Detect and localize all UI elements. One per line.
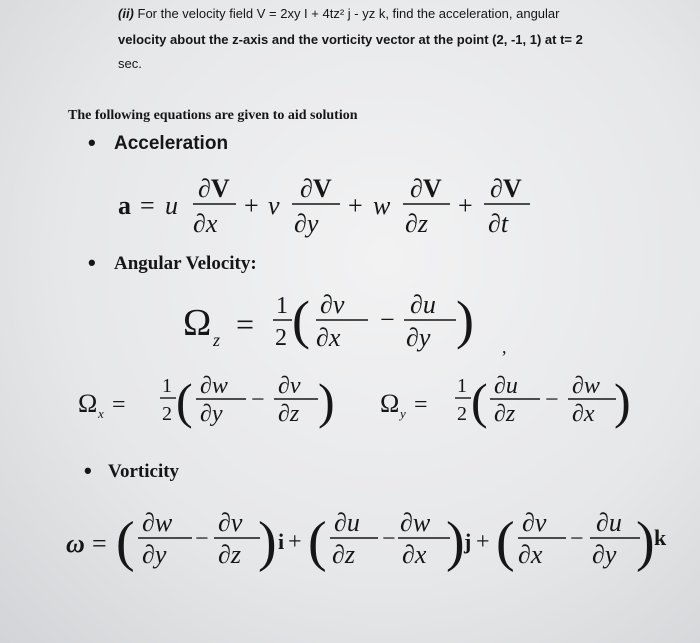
heading-vorticity: Vorticity	[108, 461, 180, 482]
svg-text:∂x: ∂x	[193, 209, 218, 238]
heading-acceleration: Acceleration	[114, 133, 229, 154]
svg-text:1: 1	[276, 293, 288, 319]
svg-text:∂y: ∂y	[142, 540, 167, 569]
svg-text:∂z: ∂z	[278, 401, 300, 427]
svg-text:∂V: ∂V	[490, 174, 522, 203]
svg-text:∂y: ∂y	[200, 401, 223, 427]
svg-text:=: =	[414, 392, 428, 418]
svg-text:∂V: ∂V	[300, 174, 332, 203]
svg-text:x: x	[98, 406, 104, 421]
svg-text:∂x: ∂x	[316, 323, 341, 352]
svg-text:z: z	[213, 330, 221, 350]
svg-text:−: −	[251, 387, 265, 413]
svg-text:∂v: ∂v	[218, 508, 243, 537]
svg-text:Ω: Ω	[78, 389, 98, 418]
svg-text:(: (	[292, 290, 310, 350]
svg-text:): )	[614, 373, 631, 429]
svg-text:∂y: ∂y	[294, 209, 319, 238]
svg-text:u: u	[165, 191, 178, 220]
svg-text:ω: ω	[66, 529, 85, 558]
svg-text:Ω: Ω	[183, 302, 212, 344]
svg-text:): )	[258, 511, 277, 573]
svg-text:,: ,	[502, 337, 507, 357]
svg-text:(: (	[176, 373, 193, 429]
bullet-dot-acceleration: •	[88, 130, 96, 155]
bullet-dot-vorticity: •	[84, 458, 92, 483]
svg-text:+: +	[288, 529, 302, 555]
question-text-1: For the velocity field V = 2xy I + 4tz² j - yz k, find the acceleration, angular	[137, 6, 560, 21]
svg-text:+: +	[348, 191, 363, 220]
svg-text:∂x: ∂x	[402, 540, 427, 569]
svg-text:w: w	[373, 191, 391, 220]
svg-text:1: 1	[457, 375, 467, 397]
svg-text:∂z: ∂z	[332, 540, 355, 569]
svg-text:=: =	[236, 306, 255, 342]
heading-angular-velocity: Angular Velocity:	[114, 253, 257, 274]
svg-text:∂w: ∂w	[142, 508, 173, 537]
svg-text:): )	[456, 290, 474, 350]
svg-text:(: (	[308, 511, 327, 573]
svg-text:∂V: ∂V	[198, 174, 230, 203]
svg-text:∂V: ∂V	[410, 174, 442, 203]
svg-text:v: v	[268, 191, 280, 220]
svg-text:−: −	[195, 526, 209, 552]
svg-text:∂z: ∂z	[218, 540, 241, 569]
svg-text:=: =	[140, 191, 155, 220]
svg-text:∂v: ∂v	[278, 373, 301, 399]
svg-text:∂y: ∂y	[592, 540, 617, 569]
svg-text:=: =	[92, 529, 107, 558]
svg-text:−: −	[380, 305, 395, 334]
svg-text:i: i	[278, 529, 285, 554]
bullet-dot-angular: •	[88, 250, 96, 275]
svg-text:−: −	[382, 526, 396, 552]
svg-text:2: 2	[275, 325, 287, 351]
svg-text:∂w: ∂w	[200, 373, 228, 399]
svg-text:Ω: Ω	[380, 389, 400, 418]
svg-text:+: +	[476, 529, 490, 555]
svg-text:1: 1	[162, 375, 172, 397]
svg-text:): )	[636, 511, 655, 573]
svg-text:(: (	[116, 511, 135, 573]
svg-text:(: (	[471, 373, 488, 429]
question-text-2: velocity about the z-axis and the vorticity vector at the point (2, -1, 1) at t= 2	[118, 32, 583, 47]
svg-text:2: 2	[457, 403, 467, 425]
svg-text:∂v: ∂v	[320, 290, 345, 319]
svg-text:∂w: ∂w	[572, 373, 600, 399]
intro-text: The following equations are given to aid solution	[68, 108, 358, 123]
svg-text:): )	[318, 373, 335, 429]
svg-text:k: k	[654, 525, 667, 550]
svg-text:=: =	[112, 392, 126, 418]
svg-text:∂z: ∂z	[405, 209, 428, 238]
svg-text:−: −	[570, 526, 584, 552]
svg-text:∂u: ∂u	[596, 508, 622, 537]
svg-text:∂u: ∂u	[334, 508, 360, 537]
svg-text:j: j	[464, 529, 472, 554]
svg-text:∂v: ∂v	[522, 508, 547, 537]
svg-text:∂z: ∂z	[494, 401, 516, 427]
svg-text:∂t: ∂t	[488, 209, 509, 238]
svg-text:2: 2	[162, 403, 172, 425]
svg-text:+: +	[458, 191, 473, 220]
svg-text:∂u: ∂u	[494, 373, 518, 399]
svg-text:a: a	[118, 191, 131, 220]
svg-text:∂x: ∂x	[518, 540, 543, 569]
svg-text:): )	[446, 511, 465, 573]
svg-text:∂u: ∂u	[410, 290, 436, 319]
svg-text:+: +	[244, 191, 259, 220]
question-text-3: sec.	[118, 56, 142, 71]
svg-text:∂w: ∂w	[400, 508, 431, 537]
svg-text:∂x: ∂x	[572, 401, 595, 427]
svg-text:y: y	[400, 406, 406, 421]
question-label: (ii)	[118, 6, 134, 21]
svg-text:−: −	[545, 387, 559, 413]
svg-text:(: (	[496, 511, 515, 573]
svg-text:∂y: ∂y	[406, 323, 431, 352]
